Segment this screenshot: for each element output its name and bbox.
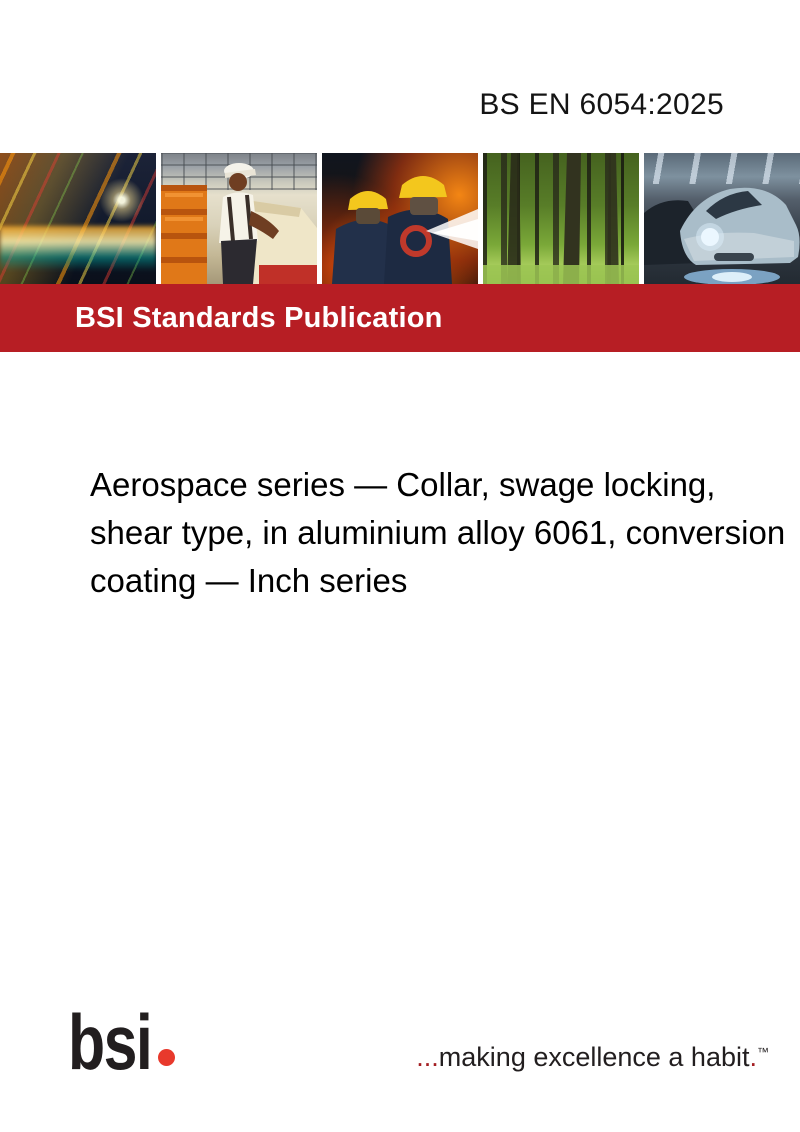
title-line-3: coating — Inch series [90,562,408,599]
bsi-tagline [416,1042,769,1073]
photo-strip [0,153,800,284]
tagline-trademark: ™ [757,1045,769,1059]
banner-title: BSI Standards Publication [75,301,443,334]
warehouse-worker-illustration [161,153,317,284]
bsi-logo [68,998,228,1087]
photo-city-light-trails [0,153,156,284]
title-line-2: shear type, in aluminium alloy 6061, conversion [90,514,786,551]
document-title [90,461,790,605]
photo-firefighters [322,153,478,284]
bsi-red-banner [0,284,800,352]
tagline-ellipsis: ... [416,1042,439,1072]
tagline-text: making excellence a habit [438,1042,750,1072]
title-line-1: Aerospace series — Collar, swage locking, [90,466,716,503]
bsi-logo-dot-icon [158,1049,175,1066]
photo-warehouse-worker [161,153,317,284]
car-assembly-illustration [644,153,800,284]
bsi-logo-text: bsi [68,998,152,1086]
photo-forest-trees [483,153,639,284]
firefighters-illustration [322,153,478,284]
tagline-period: . [749,1042,757,1072]
forest-illustration [483,153,639,284]
photo-car-assembly-line [644,153,800,284]
standard-number: BS EN 6054:2025 [479,88,724,121]
